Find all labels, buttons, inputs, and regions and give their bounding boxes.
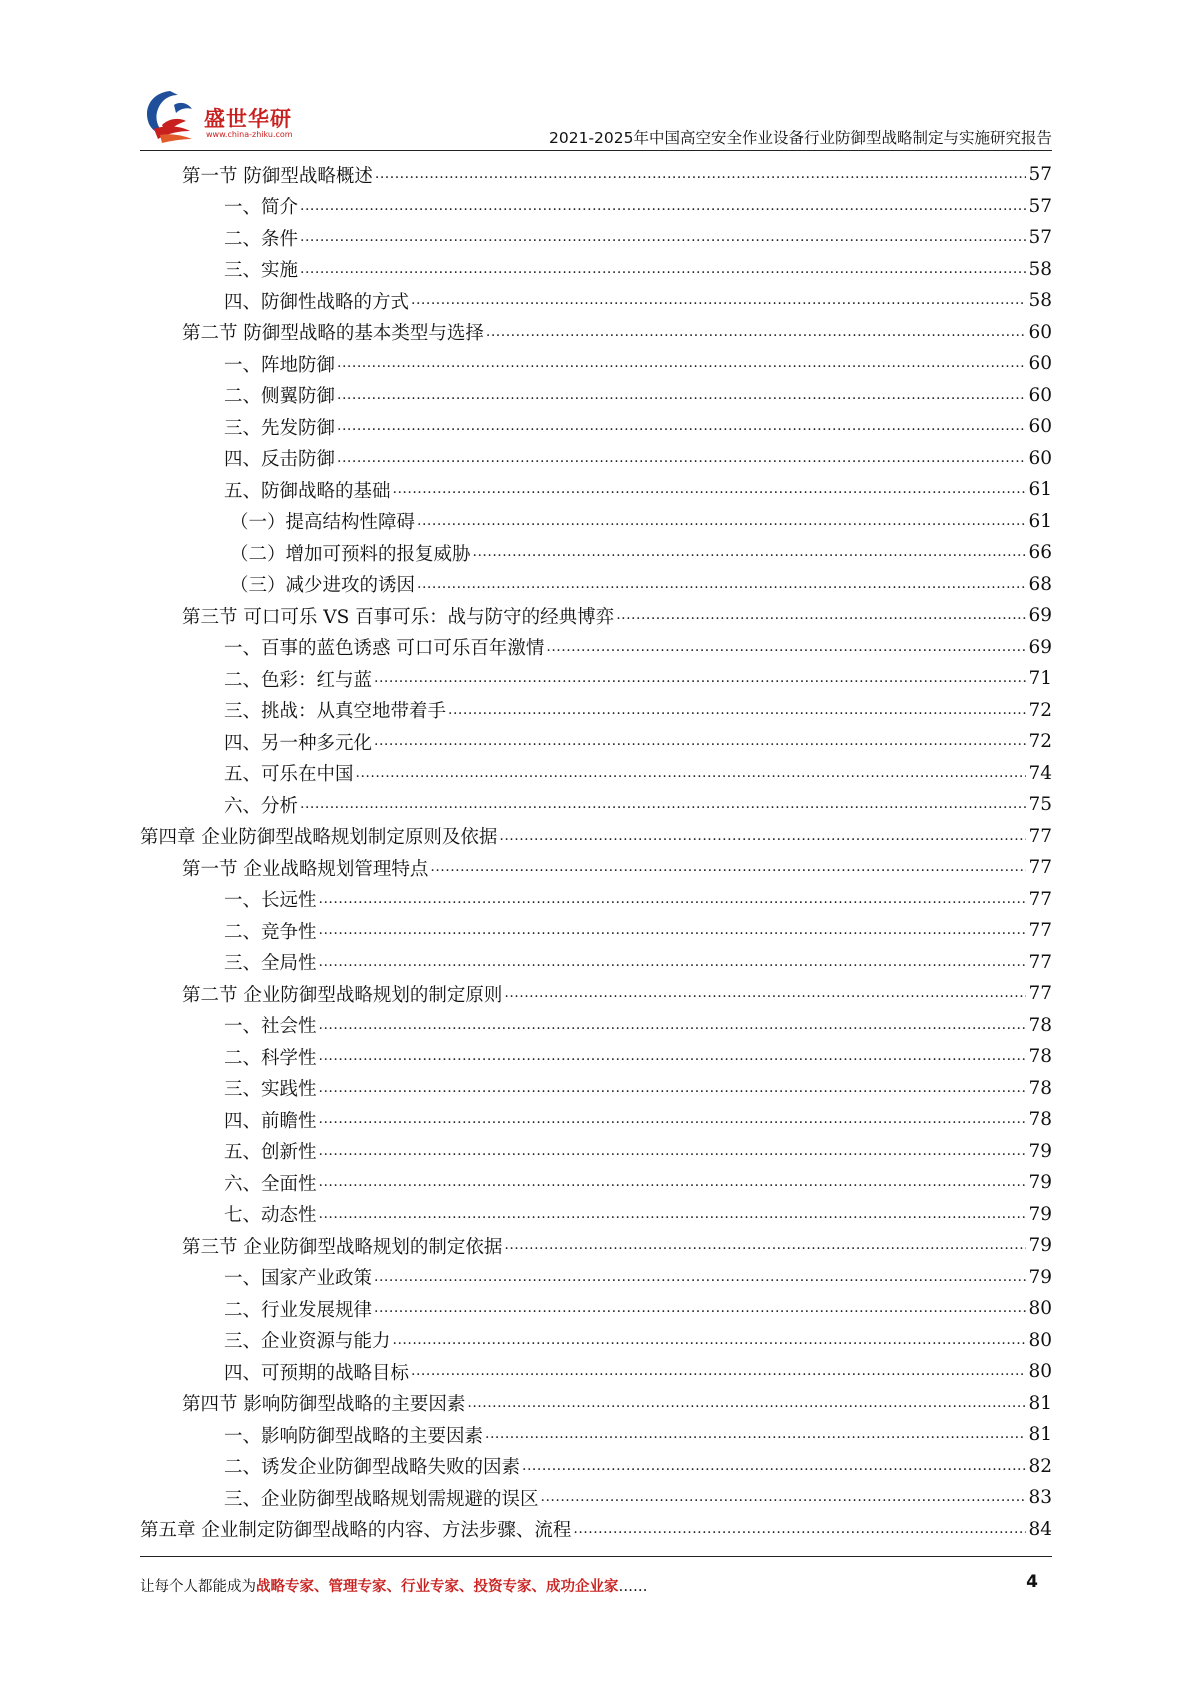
toc-entry-page: 58 bbox=[1028, 258, 1052, 280]
toc-entry-title: 二、侧翼防御 bbox=[224, 386, 336, 408]
toc-entry[interactable] bbox=[140, 222, 1052, 254]
toc-entry[interactable] bbox=[140, 1230, 1052, 1262]
toc-entry-title: 一、百事的蓝色诱惑 可口可乐百年激情 bbox=[224, 638, 545, 660]
toc-entry-page: 81 bbox=[1028, 1424, 1052, 1446]
toc-entry[interactable] bbox=[140, 159, 1052, 191]
toc-leader-dots bbox=[467, 1394, 1026, 1413]
toc-entry[interactable] bbox=[140, 317, 1052, 349]
toc-entry[interactable] bbox=[140, 758, 1052, 790]
toc-entry[interactable] bbox=[140, 978, 1052, 1010]
toc-entry[interactable] bbox=[140, 1136, 1052, 1168]
toc-entry-title: 第二节 防御型战略的基本类型与选择 bbox=[182, 323, 484, 345]
footer-slogan bbox=[140, 1575, 648, 1596]
toc-entry-page: 74 bbox=[1028, 762, 1052, 784]
toc-entry-title: 三、全局性 bbox=[224, 953, 317, 975]
report-title: 2021-2025年中国高空安全作业设备行业防御型战略制定与实施研究报告 bbox=[549, 129, 1052, 147]
toc-entry-title: 三、先发防御 bbox=[224, 417, 336, 439]
toc-entry[interactable] bbox=[140, 380, 1052, 412]
logo-url: www.china-zhiku.com bbox=[206, 130, 293, 139]
toc-entry-page: 79 bbox=[1028, 1172, 1052, 1194]
toc-entry-title: 三、企业防御型战略规划需规避的误区 bbox=[224, 1488, 539, 1510]
toc-entry-page: 82 bbox=[1028, 1455, 1052, 1477]
toc-entry[interactable] bbox=[140, 1451, 1052, 1483]
toc-entry-title: 第二节 企业防御型战略规划的制定原则 bbox=[182, 984, 503, 1006]
toc-entry-title: 第四节 影响防御型战略的主要因素 bbox=[182, 1394, 466, 1416]
footer-divider bbox=[140, 1556, 1052, 1557]
toc-entry-page: 60 bbox=[1028, 353, 1052, 375]
toc-entry[interactable] bbox=[140, 1010, 1052, 1042]
toc-leader-dots bbox=[411, 1363, 1026, 1382]
toc-entry-title: 一、国家产业政策 bbox=[224, 1268, 373, 1290]
slogan-highlight: 战略专家、管理专家、行业专家、投资专家、成功企业家 bbox=[256, 1578, 619, 1595]
toc-entry[interactable] bbox=[140, 254, 1052, 286]
toc-entry-page: 60 bbox=[1028, 447, 1052, 469]
company-logo bbox=[140, 85, 310, 145]
toc-leader-dots bbox=[473, 544, 1027, 563]
toc-entry[interactable] bbox=[140, 285, 1052, 317]
toc-entry[interactable] bbox=[140, 1514, 1052, 1546]
toc-entry-title: 六、分析 bbox=[224, 795, 299, 817]
toc-entry-page: 78 bbox=[1028, 1077, 1052, 1099]
toc-entry-page: 68 bbox=[1028, 573, 1052, 595]
toc-entry-title: 第一节 企业战略规划管理特点 bbox=[182, 858, 429, 880]
toc-entry-title: 二、色彩：红与蓝 bbox=[224, 669, 373, 691]
toc-entry[interactable] bbox=[140, 1419, 1052, 1451]
toc-entry[interactable] bbox=[140, 947, 1052, 979]
toc-entry[interactable] bbox=[140, 1199, 1052, 1231]
toc-leader-dots bbox=[300, 197, 1026, 216]
toc-leader-dots bbox=[546, 638, 1026, 657]
toc-entry-title: 六、全面性 bbox=[224, 1173, 317, 1195]
toc-entry-page: 57 bbox=[1028, 164, 1052, 186]
toc-entry-page: 80 bbox=[1028, 1298, 1052, 1320]
toc-entry-title: 七、动态性 bbox=[224, 1205, 317, 1227]
toc-leader-dots bbox=[300, 229, 1026, 248]
toc-entry-title: 四、另一种多元化 bbox=[224, 732, 373, 754]
toc-entry-page: 60 bbox=[1028, 321, 1052, 343]
toc-leader-dots bbox=[319, 1142, 1027, 1161]
toc-leader-dots bbox=[319, 1111, 1027, 1130]
toc-entry[interactable] bbox=[140, 1388, 1052, 1420]
toc-entry[interactable] bbox=[140, 191, 1052, 223]
toc-entry-page: 60 bbox=[1028, 384, 1052, 406]
toc-entry[interactable] bbox=[140, 1356, 1052, 1388]
logo-emblem-icon bbox=[140, 85, 204, 145]
page-number: 4 bbox=[1026, 1572, 1038, 1592]
toc-entry-page: 78 bbox=[1028, 1014, 1052, 1036]
toc-entry-title: 五、可乐在中国 bbox=[224, 764, 354, 786]
toc-leader-dots bbox=[319, 1016, 1027, 1035]
toc-leader-dots bbox=[300, 796, 1026, 815]
toc-leader-dots bbox=[337, 386, 1026, 405]
toc-entry[interactable] bbox=[140, 789, 1052, 821]
toc-entry[interactable] bbox=[140, 443, 1052, 475]
toc-entry[interactable] bbox=[140, 1104, 1052, 1136]
page-footer bbox=[140, 1572, 1052, 1598]
toc-entry-title: （二）增加可预料的报复威胁 bbox=[230, 543, 471, 565]
table-of-contents bbox=[140, 159, 1052, 1545]
toc-leader-dots bbox=[417, 575, 1026, 594]
toc-entry-title: 第三节 可口可乐 VS 百事可乐：战与防守的经典博弈 bbox=[182, 606, 615, 628]
toc-entry-page: 66 bbox=[1028, 542, 1052, 564]
toc-entry-title: 四、可预期的战略目标 bbox=[224, 1362, 410, 1384]
toc-entry-page: 84 bbox=[1028, 1518, 1052, 1540]
toc-entry-page: 57 bbox=[1028, 195, 1052, 217]
toc-entry-page: 80 bbox=[1028, 1329, 1052, 1351]
toc-entry[interactable] bbox=[140, 474, 1052, 506]
toc-entry-title: 第五章 企业制定防御型战略的内容、方法步骤、流程 bbox=[140, 1520, 572, 1542]
toc-entry[interactable] bbox=[140, 1482, 1052, 1514]
toc-entry-title: 五、防御战略的基础 bbox=[224, 480, 391, 502]
toc-entry[interactable] bbox=[140, 537, 1052, 569]
toc-leader-dots bbox=[300, 260, 1026, 279]
toc-leader-dots bbox=[504, 1237, 1026, 1256]
toc-entry[interactable] bbox=[140, 884, 1052, 916]
toc-entry-page: 79 bbox=[1028, 1140, 1052, 1162]
toc-entry-title: 三、挑战：从真空地带着手 bbox=[224, 701, 447, 723]
toc-leader-dots bbox=[337, 418, 1026, 437]
toc-leader-dots bbox=[393, 481, 1027, 500]
toc-entry-title: 四、前瞻性 bbox=[224, 1110, 317, 1132]
toc-entry-title: 一、长远性 bbox=[224, 890, 317, 912]
toc-entry[interactable] bbox=[140, 506, 1052, 538]
page-header bbox=[140, 80, 1052, 150]
toc-entry-page: 71 bbox=[1028, 668, 1052, 690]
toc-leader-dots bbox=[522, 1457, 1026, 1476]
toc-entry[interactable] bbox=[140, 663, 1052, 695]
toc-entry-title: 二、条件 bbox=[224, 228, 299, 250]
toc-entry-page: 72 bbox=[1028, 731, 1052, 753]
toc-entry-title: 一、影响防御型战略的主要因素 bbox=[224, 1425, 484, 1447]
toc-entry-page: 78 bbox=[1028, 1046, 1052, 1068]
toc-leader-dots bbox=[356, 764, 1027, 783]
toc-entry[interactable] bbox=[140, 852, 1052, 884]
toc-entry-page: 75 bbox=[1028, 794, 1052, 816]
toc-leader-dots bbox=[319, 953, 1027, 972]
toc-leader-dots bbox=[319, 890, 1027, 909]
toc-entry-title: 第四章 企业防御型战略规划制定原则及依据 bbox=[140, 827, 498, 849]
toc-leader-dots bbox=[485, 1426, 1026, 1445]
toc-entry-page: 77 bbox=[1028, 857, 1052, 879]
toc-entry-title: 一、简介 bbox=[224, 197, 299, 219]
toc-leader-dots bbox=[541, 1489, 1027, 1508]
toc-entry-title: 四、防御性战略的方式 bbox=[224, 291, 410, 313]
toc-entry-page: 78 bbox=[1028, 1109, 1052, 1131]
toc-entry-page: 69 bbox=[1028, 605, 1052, 627]
toc-entry[interactable] bbox=[140, 1325, 1052, 1357]
toc-entry[interactable] bbox=[140, 632, 1052, 664]
header-divider bbox=[140, 150, 1052, 151]
toc-leader-dots bbox=[486, 323, 1027, 342]
toc-entry[interactable] bbox=[140, 726, 1052, 758]
toc-entry-page: 79 bbox=[1028, 1203, 1052, 1225]
toc-entry[interactable] bbox=[140, 600, 1052, 632]
toc-entry-page: 60 bbox=[1028, 416, 1052, 438]
toc-entry-title: 第一节 防御型战略概述 bbox=[182, 165, 373, 187]
toc-entry-title: 二、行业发展规律 bbox=[224, 1299, 373, 1321]
toc-leader-dots bbox=[374, 1268, 1026, 1287]
toc-entry[interactable] bbox=[140, 821, 1052, 853]
toc-leader-dots bbox=[319, 1205, 1027, 1224]
toc-entry-page: 79 bbox=[1028, 1266, 1052, 1288]
toc-leader-dots bbox=[573, 1520, 1026, 1539]
toc-leader-dots bbox=[411, 292, 1026, 311]
toc-leader-dots bbox=[499, 827, 1026, 846]
toc-entry-page: 83 bbox=[1028, 1487, 1052, 1509]
slogan-suffix: …… bbox=[618, 1579, 648, 1595]
toc-entry-page: 58 bbox=[1028, 290, 1052, 312]
toc-entry-title: 二、诱发企业防御型战略失败的因素 bbox=[224, 1457, 521, 1479]
toc-leader-dots bbox=[448, 701, 1026, 720]
toc-leader-dots bbox=[375, 166, 1027, 185]
toc-entry-page: 77 bbox=[1028, 888, 1052, 910]
toc-entry[interactable] bbox=[140, 411, 1052, 443]
logo-name: 盛世华研 bbox=[204, 107, 292, 131]
toc-entry-page: 79 bbox=[1028, 1235, 1052, 1257]
toc-entry-title: 三、实施 bbox=[224, 260, 299, 282]
toc-leader-dots bbox=[319, 1174, 1027, 1193]
toc-leader-dots bbox=[417, 512, 1026, 531]
toc-entry-page: 69 bbox=[1028, 636, 1052, 658]
toc-entry-title: 一、阵地防御 bbox=[224, 354, 336, 376]
toc-entry-title: 四、反击防御 bbox=[224, 449, 336, 471]
toc-entry-page: 77 bbox=[1028, 983, 1052, 1005]
toc-entry[interactable] bbox=[140, 1293, 1052, 1325]
toc-entry-title: 二、竞争性 bbox=[224, 921, 317, 943]
toc-entry[interactable] bbox=[140, 915, 1052, 947]
toc-leader-dots bbox=[430, 859, 1026, 878]
toc-entry[interactable] bbox=[140, 1262, 1052, 1294]
toc-entry-title: 五、创新性 bbox=[224, 1142, 317, 1164]
toc-leader-dots bbox=[319, 1048, 1027, 1067]
toc-leader-dots bbox=[337, 449, 1026, 468]
toc-leader-dots bbox=[319, 922, 1027, 941]
toc-leader-dots bbox=[393, 1331, 1027, 1350]
toc-entry-title: 一、社会性 bbox=[224, 1016, 317, 1038]
toc-entry-page: 72 bbox=[1028, 699, 1052, 721]
toc-entry-title: 三、实践性 bbox=[224, 1079, 317, 1101]
toc-entry-page: 61 bbox=[1028, 479, 1052, 501]
toc-leader-dots bbox=[504, 985, 1026, 1004]
toc-entry-title: （三）减少进攻的诱因 bbox=[230, 575, 416, 597]
toc-entry[interactable] bbox=[140, 1041, 1052, 1073]
toc-entry[interactable] bbox=[140, 1073, 1052, 1105]
toc-entry[interactable] bbox=[140, 695, 1052, 727]
toc-entry-page: 81 bbox=[1028, 1392, 1052, 1414]
slogan-prefix: 让每个人都能成为 bbox=[140, 1579, 256, 1595]
toc-entry-page: 77 bbox=[1028, 920, 1052, 942]
toc-leader-dots bbox=[337, 355, 1026, 374]
toc-entry-title: 二、科学性 bbox=[224, 1047, 317, 1069]
toc-entry-page: 61 bbox=[1028, 510, 1052, 532]
toc-entry-page: 80 bbox=[1028, 1361, 1052, 1383]
toc-leader-dots bbox=[616, 607, 1026, 626]
toc-leader-dots bbox=[319, 1079, 1027, 1098]
toc-entry[interactable] bbox=[140, 569, 1052, 601]
toc-leader-dots bbox=[374, 733, 1026, 752]
toc-entry[interactable] bbox=[140, 348, 1052, 380]
toc-entry-page: 77 bbox=[1028, 825, 1052, 847]
toc-entry-page: 57 bbox=[1028, 227, 1052, 249]
toc-leader-dots bbox=[374, 670, 1026, 689]
toc-entry-title: 三、企业资源与能力 bbox=[224, 1331, 391, 1353]
toc-leader-dots bbox=[374, 1300, 1026, 1319]
toc-entry-title: 第三节 企业防御型战略规划的制定依据 bbox=[182, 1236, 503, 1258]
toc-entry[interactable] bbox=[140, 1167, 1052, 1199]
toc-entry-page: 77 bbox=[1028, 951, 1052, 973]
toc-entry-title: （一）提高结构性障碍 bbox=[230, 512, 416, 534]
